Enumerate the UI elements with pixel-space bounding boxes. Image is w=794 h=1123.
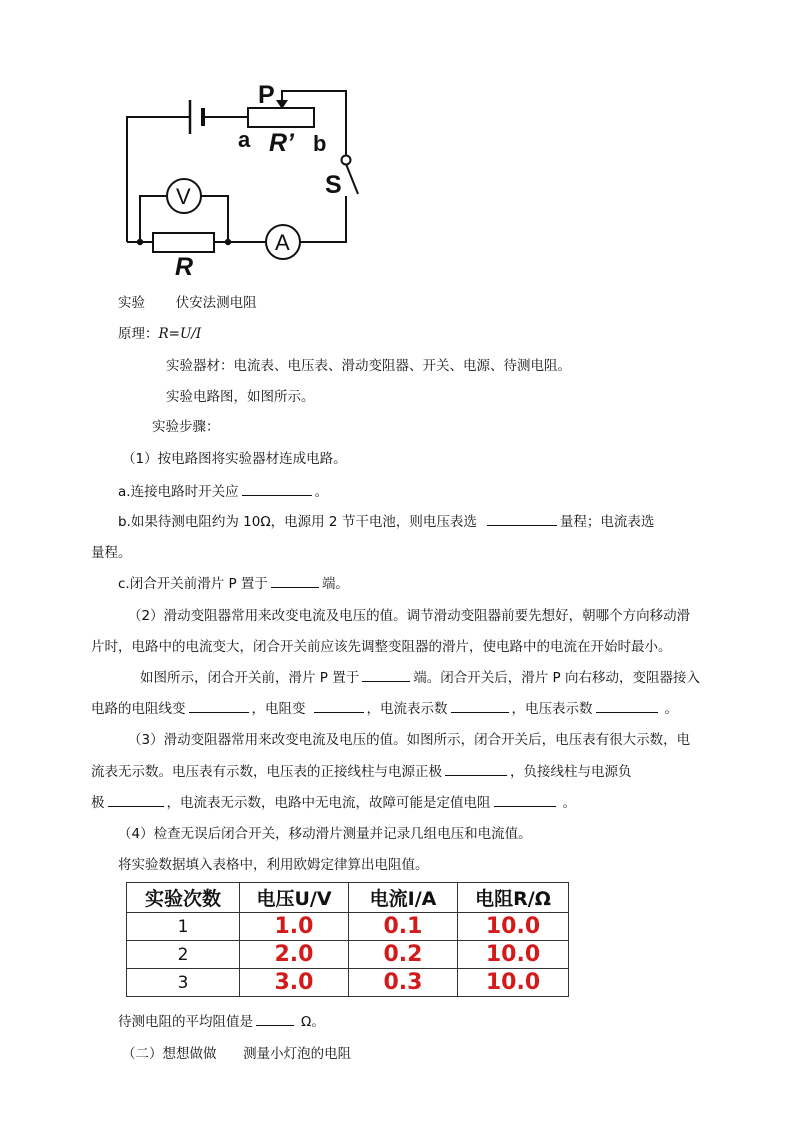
switch-lever [346,164,358,194]
table-row: 2 2.0 0.2 10.0 [127,941,569,969]
experiment-title: 实验 伏安法测电阻 [118,295,257,311]
step3-line2: 流表无示数。电压表有示数，电压表的正接线柱与电源正极 ，负接线柱与电源负 [91,764,632,780]
label-P: P [258,81,275,109]
principle: 原理：R=U/I [118,326,202,342]
blank-2c[interactable] [314,700,364,713]
blank-2d[interactable] [451,700,509,713]
label-A: A [275,230,290,255]
average-line: 待测电阻的平均阻值是 Ω。 [118,1014,325,1030]
blank-2b[interactable] [189,700,249,713]
header-trial: 实验次数 [127,883,240,913]
blank-b1[interactable] [487,513,557,526]
step4-line1: （4）检查无误后闭合开关，移动滑片测量并记录几组电压和电流值。 [118,826,532,842]
blank-c[interactable] [271,575,319,588]
diagram-note: 实验电路图，如图所示。 [166,389,315,405]
data-table [126,882,569,997]
steps-title: 实验步骤： [152,419,220,435]
table-row: 1 1.0 0.1 10.0 [127,913,569,941]
header-resistance: 电阻R/Ω [458,883,569,913]
label-V: V [176,184,191,209]
rheostat-body [248,108,314,127]
step1-b: b.如果待测电阻约为 10Ω，电源用 2 节干电池，则电压表选 量程；电流表选 [118,514,655,530]
table-header-row [127,883,569,913]
step1-c: c.闭合开关前滑片 P 置于 端。 [118,576,349,592]
label-b: b [313,131,327,156]
step3-line1: （3）滑动变阻器常用来改变电流及电压的值。如图所示，闭合开关后，电压表有很大示数，电 [128,732,691,748]
resistor-body [153,233,214,252]
blank-3a[interactable] [445,763,507,776]
equipment: 实验器材：电流表、电压表、滑动变阻器、开关、电源、待测电阻。 [166,358,571,374]
blank-3b[interactable] [108,794,164,807]
header-current: 电流I/A [349,883,458,913]
label-R: R [175,253,194,281]
circuit-diagram [0,0,794,290]
step4-line2: 将实验数据填入表格中，利用欧姆定律算出电阻值。 [118,857,429,873]
step1-heading: （1）按电路图将实验器材连成电路。 [122,451,347,467]
wire-right [300,196,346,242]
label-Rprime: R’ [269,129,294,157]
label-S: S [325,171,342,199]
blank-average[interactable] [256,1013,294,1026]
table-row: 3 3.0 0.3 10.0 [127,969,569,997]
step2-line3: 如图所示，闭合开关前，滑片 P 置于 端。闭合开关后，滑片 P 向右移动，变阻器接入 [140,670,700,686]
switch-contact [342,156,351,165]
blank-2e[interactable] [596,700,658,713]
header-voltage: 电压U/V [240,883,349,913]
step2-line1: （2）滑动变阻器常用来改变电流及电压的值。调节滑动变阻器前要先想好，朝哪个方向移动滑 [128,608,691,624]
step3-line3: 极 ，电流表无示数，电路中无电流，故障可能是定值电阻 。 [91,795,576,811]
label-a: a [238,127,251,152]
blank-3c[interactable] [494,794,556,807]
step1-b-end: 量程。 [91,545,132,561]
step2-line2: 片时，电路中的电流变大，闭合开关前应该先调整变阻器的滑片，使电路中的电流在开始时最小。 [91,639,672,655]
blank-2a[interactable] [362,669,410,682]
part2-title: （二）想想做做 测量小灯泡的电阻 [122,1046,352,1062]
step2-line4: 电路的电阻线变 ，电阻变 ，电流表示数 ，电压表示数 。 [91,701,678,717]
step1-a: a.连接电路时开关应 。 [118,484,329,500]
blank-a[interactable] [242,483,312,496]
